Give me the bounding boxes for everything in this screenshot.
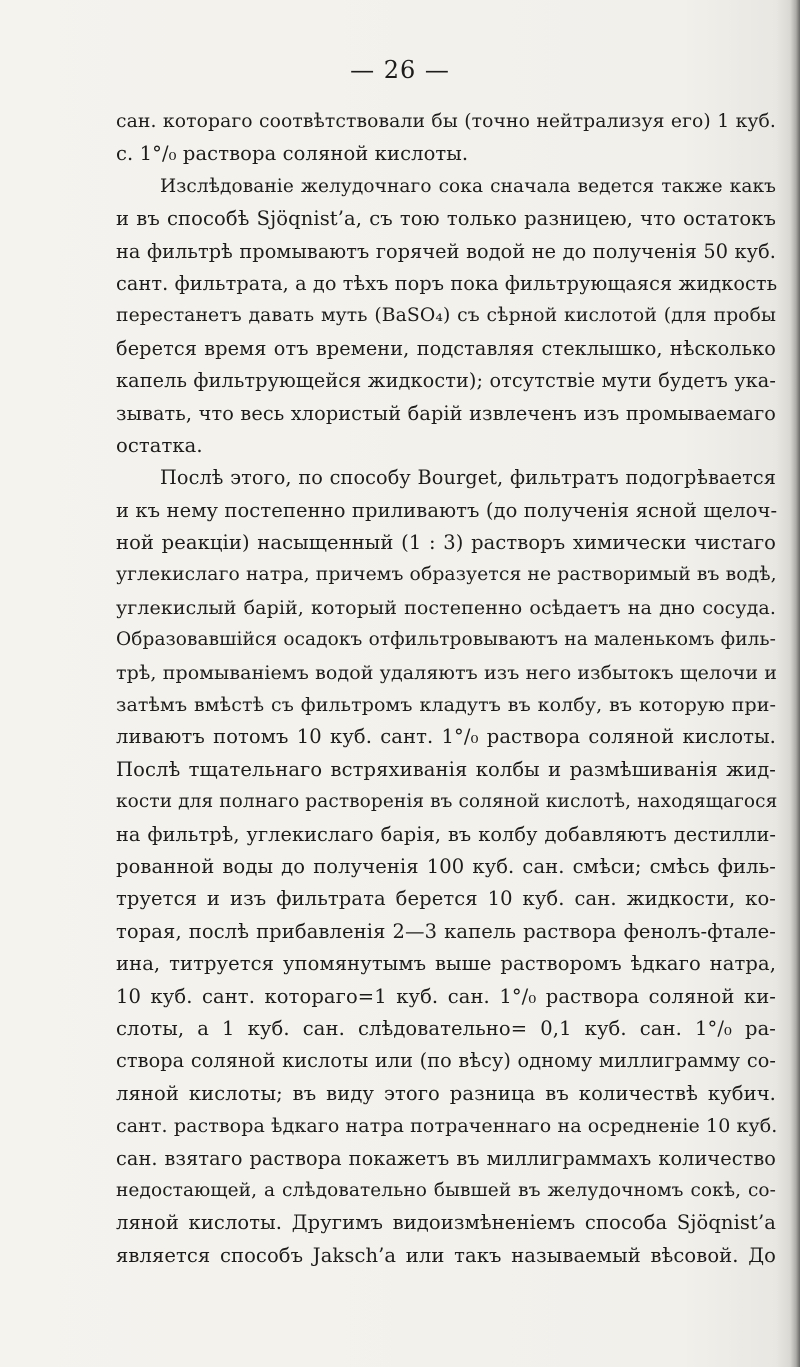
text-line: сант. раствора ѣдкаго натра потраченнаго на осредненіе 10 куб. bbox=[116, 1115, 778, 1138]
text-line: створа соляной кислоты или (по вѣсу) одному миллиграмму со- bbox=[116, 1049, 776, 1073]
text-line: и въ способѣ Sjöqnist’а, съ тою только разницею, что остатокъ bbox=[116, 207, 776, 231]
text-line: Послѣ тщательнаго встряхиванія колбы и размѣшиванія жид- bbox=[116, 757, 776, 781]
text-line: кости для полнаго растворенія въ соляной кислотѣ, находящагося bbox=[116, 791, 778, 813]
text-line: на фильтрѣ промываютъ горячей водой не до полученія 50 куб. bbox=[116, 239, 776, 263]
text-line: берется время отъ времени, подставляя стеклышко, нѣсколько bbox=[116, 336, 776, 360]
paragraph-start-line: Изслѣдованіе желудочнаго сока сначала ведется также какъ bbox=[160, 175, 776, 197]
text-line: остатка. bbox=[116, 433, 203, 457]
text-line: перестанетъ давать муть (BaSO₄) съ сѣрной кислотой (для пробы bbox=[116, 305, 776, 327]
page-edge-shadow bbox=[790, 0, 800, 1367]
text-line: сант. фильтрата, а до тѣхъ поръ пока фильтрующаяся жидкость bbox=[116, 271, 778, 295]
text-line: затѣмъ вмѣстѣ съ фильтромъ кладутъ въ колбу, въ которую при- bbox=[116, 694, 776, 717]
page-number: — 26 — bbox=[350, 56, 450, 84]
text-line: на фильтрѣ, углекислаго барія, въ колбу добавляютъ дестилли- bbox=[116, 822, 776, 846]
text-line: сан. котораго соотвѣтствовали бы (точно нейтрализуя его) 1 куб. bbox=[116, 111, 776, 132]
text-line: сан. взятаго раствора покажетъ въ миллиграммахъ количество bbox=[116, 1146, 776, 1170]
text-line: с. 1°/₀ раствора соляной кислоты. bbox=[116, 142, 469, 166]
text-line: является способъ Jaksch’а или такъ называемый вѣсовой. До bbox=[116, 1243, 776, 1267]
text-line: 10 куб. сант. котораго=1 куб. сан. 1°/₀ раствора соляной ки- bbox=[116, 984, 776, 1008]
text-line: ина, титруется упомянутымъ выше растворомъ ѣдкаго натра, bbox=[116, 952, 776, 976]
text-line: Образовавшійся осадокъ отфильтровываютъ на маленькомъ филь- bbox=[116, 629, 776, 651]
text-line: углекислаго натра, причемъ образуется не растворимый въ водѣ, bbox=[116, 564, 777, 586]
text-line: ливаютъ потомъ 10 куб. сант. 1°/₀ раствора соляной кислоты. bbox=[116, 725, 776, 749]
body-text bbox=[116, 106, 776, 1272]
text-line: недостающей, а слѣдовательно бывшей въ желудочномъ сокѣ, со- bbox=[116, 1179, 776, 1201]
paragraph-start-line: Послѣ этого, по способу Bourget, фильтратъ подогрѣвается bbox=[160, 466, 776, 490]
text-line: ляной кислоты. Другимъ видоизмѣненіемъ способа Sjöqnist’а bbox=[116, 1211, 776, 1235]
text-line: слоты, а 1 куб. сан. слѣдовательно= 0,1 куб. сан. 1°/₀ ра- bbox=[116, 1016, 776, 1040]
text-line: торая, послѣ прибавленія 2—3 капель раствора фенолъ-фтале- bbox=[116, 919, 776, 943]
text-line: рованной воды до полученія 100 куб. сан. смѣси; смѣсь филь- bbox=[116, 854, 776, 878]
text-line: ляной кислоты; въ виду этого разница въ количествѣ кубич. bbox=[116, 1081, 776, 1105]
text-line: капель фильтрующейся жидкости); отсутствіе мути будетъ ука- bbox=[116, 369, 776, 393]
text-line: ной реакціи) насыщенный (1 : 3) растворъ химически чистаго bbox=[116, 531, 776, 555]
text-line: зывать, что весь хлористый барій извлеченъ изъ промываемаго bbox=[116, 401, 776, 425]
text-line: трѣ, промываніемъ водой удаляютъ изъ него избытокъ щелочи и bbox=[116, 661, 777, 684]
text-line: и къ нему постепенно приливаютъ (до полученія ясной щелоч- bbox=[116, 498, 778, 522]
text-line: труется и изъ фильтрата берется 10 куб. сан. жидкости, ко- bbox=[116, 887, 776, 911]
text-line: углекислый барій, который постепенно осѣдаетъ на дно сосуда. bbox=[116, 596, 776, 619]
